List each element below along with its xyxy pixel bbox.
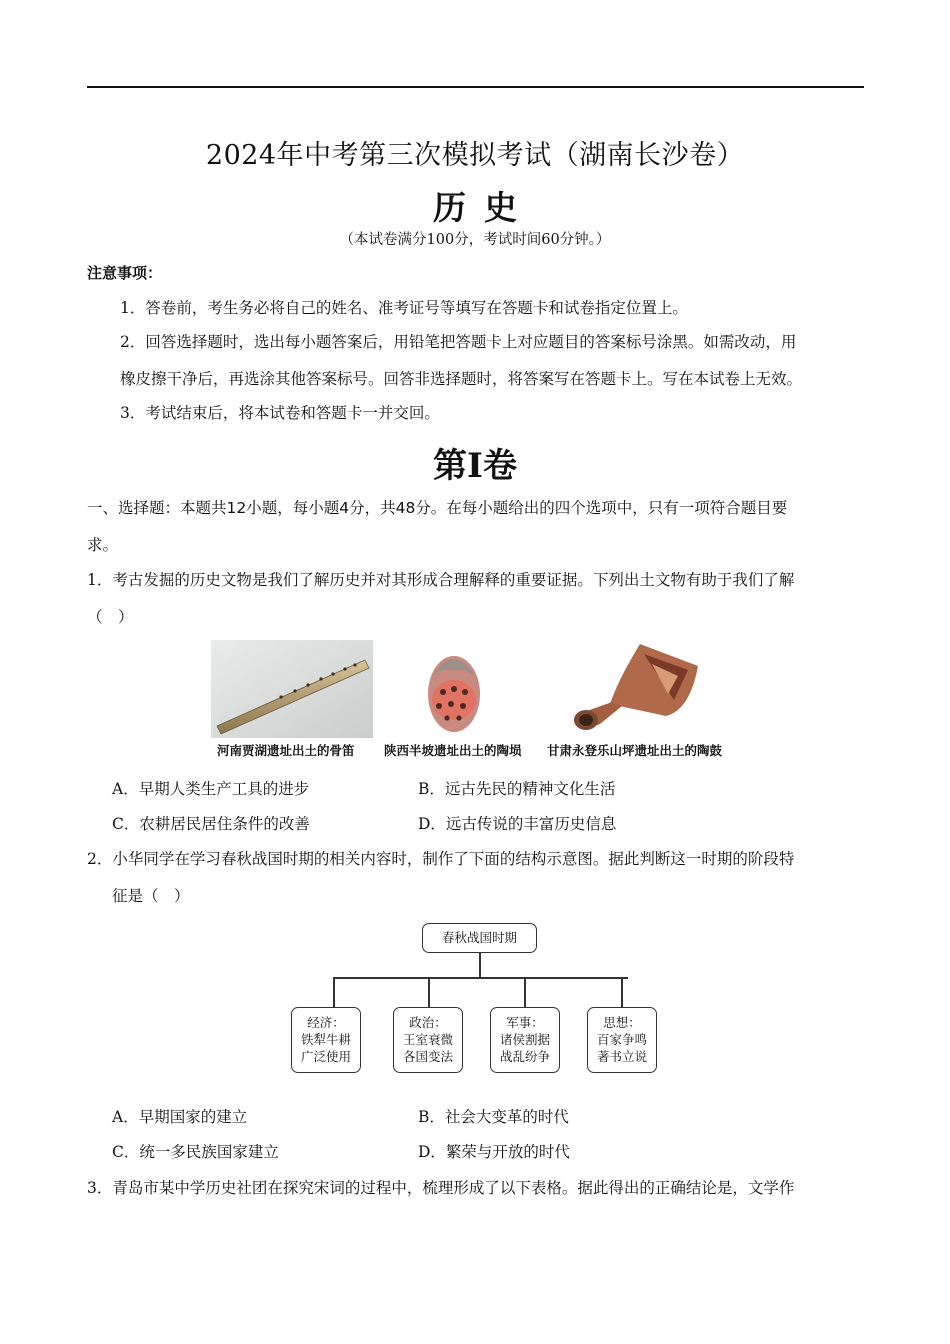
structure-diagram <box>280 915 670 1080</box>
notice-item: 橡皮擦干净后，再选涂其他答案标号。回答非选择题时，将答案写在答题卡上。写在本试卷上无效。 <box>120 370 803 388</box>
connector <box>333 977 335 1007</box>
box-line: 战乱纷争 <box>499 1049 550 1064</box>
volume-heading: 第Ⅰ卷 <box>433 446 517 486</box>
q2-option-d[interactable]: D．繁荣与开放的时代 <box>418 1143 570 1161</box>
box-line: 百家争鸣 <box>596 1032 647 1047</box>
caption-bone-flute: 河南贾湖遗址出土的骨笛 <box>217 743 355 758</box>
bone-flute-image <box>211 640 373 738</box>
connector <box>479 953 481 977</box>
notice-item: 2．回答选择题时，选出每小题答案后，用铅笔把答题卡上对应题目的答案标号涂黑。如需改动，用 <box>120 333 797 351</box>
box-heading: 政治： <box>409 1015 447 1030</box>
q1-option-a[interactable]: A．早期人类生产工具的进步 <box>112 780 310 798</box>
box-line: 铁犁牛耕 <box>300 1032 351 1047</box>
notice-item: 3．考试结束后，将本试卷和答题卡一并交回。 <box>120 404 440 422</box>
exam-subject: 历史 <box>433 188 535 227</box>
q1-option-d[interactable]: D．远古传说的丰富历史信息 <box>418 815 617 833</box>
q2-stem-line2: 征是（ ） <box>112 887 190 905</box>
q2-option-c[interactable]: C．统一多民族国家建立 <box>112 1143 279 1161</box>
notice-heading: 注意事项： <box>87 264 163 282</box>
box-line: 诸侯割据 <box>499 1032 550 1047</box>
q1-option-b[interactable]: B．远古先民的精神文化生活 <box>418 780 616 798</box>
exam-note: （本试卷满分100分，考试时间60分钟。） <box>339 232 611 248</box>
q2-option-b[interactable]: B．社会大变革的时代 <box>418 1108 569 1126</box>
header-rule <box>87 86 864 88</box>
exam-title: 2024年中考第三次模拟考试（湖南长沙卷） <box>205 140 745 171</box>
connector <box>428 977 430 1007</box>
box-heading: 思想： <box>603 1015 641 1030</box>
connector <box>621 977 623 1007</box>
q1-answer-blank: （ ） <box>87 608 134 626</box>
caption-pottery-xun: 陕西半坡遗址出土的陶埙 <box>384 743 522 758</box>
box-line: 著书立说 <box>596 1049 647 1064</box>
q1-stem: 1．考古发掘的历史文物是我们了解历史并对其形成合理解释的重要证据。下列出土文物有助于我们了解 <box>87 571 795 589</box>
diagram-box-politics <box>393 1007 463 1073</box>
diagram-box-thought <box>587 1007 657 1073</box>
pottery-xun-image <box>421 640 487 738</box>
q3-stem: 3．青岛市某中学历史社团在探究宋词的过程中，梳理形成了以下表格。据此得出的正确结论是，文学作 <box>87 1179 795 1197</box>
q2-stem: 2．小华同学在学习春秋战国时期的相关内容时，制作了下面的结构示意图。据此判断这一时期的阶段特 <box>87 850 795 868</box>
section-heading-line1: 一、选择题：本题共12小题，每小题4分，共48分。在每小题给出的四个选项中，只有一项符合题目要 <box>87 499 788 517</box>
diagram-root-label: 春秋战国时期 <box>441 930 517 945</box>
box-line: 广泛使用 <box>300 1049 351 1064</box>
section-heading-line2: 求。 <box>87 536 119 554</box>
q1-option-c[interactable]: C．农耕居民居住条件的改善 <box>112 815 310 833</box>
connector <box>333 977 628 979</box>
diagram-box-military <box>490 1007 560 1073</box>
box-line: 各国变法 <box>402 1049 453 1064</box>
notice-item: 1．答卷前，考生务必将自己的姓名、准考证号等填写在答题卡和试卷指定位置上。 <box>120 299 688 317</box>
caption-pottery-drum: 甘肃永登乐山坪遗址出土的陶鼓 <box>547 743 723 758</box>
diagram-box-economy <box>291 1007 361 1073</box>
q2-option-a[interactable]: A．早期国家的建立 <box>112 1108 248 1126</box>
connector <box>524 977 526 1007</box>
box-heading: 经济： <box>307 1015 345 1030</box>
box-heading: 军事： <box>506 1015 544 1030</box>
diagram-root <box>422 923 537 953</box>
pottery-drum-image <box>570 640 705 738</box>
box-line: 王室衰微 <box>402 1032 453 1047</box>
